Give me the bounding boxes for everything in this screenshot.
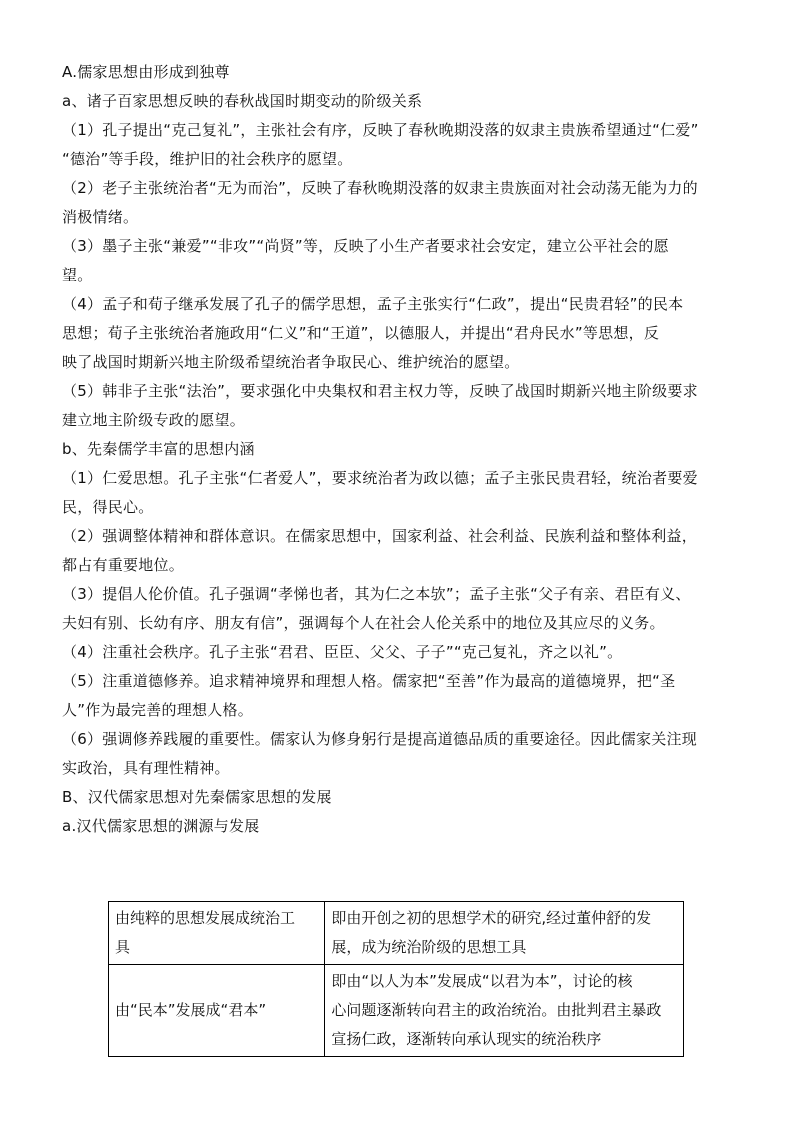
section-heading-b: B、汉代儒家思想对先秦儒家思想的发展 [62, 788, 332, 806]
table-cell [109, 902, 325, 965]
paragraph-line: 建立地主阶级专政的愿望。 [62, 411, 246, 429]
paragraph-line: （1）仁爱思想。孔子主张“仁者爱人”，要求统治者为政以德；孟子主张民贵君轻，统治者要爱 [62, 469, 698, 487]
cell-line: 由纯粹的思想发展成统治工 [115, 909, 296, 927]
paragraph-line: （5）韩非子主张“法治”，要求强化中央集权和君主权力等，反映了战国时期新兴地主阶级要求 [62, 382, 698, 400]
paragraph-line: （6）强调修养践履的重要性。儒家认为修身躬行是提高道德品质的重要途径。因此儒家关注现 [62, 730, 698, 748]
cell-line: 即由“以人为本”发展成“以君为本”，讨论的核 [331, 972, 633, 990]
paragraph-line: （3）提倡人伦价值。孔子强调“孝悌也者，其为仁之本欤”；孟子主张“父子有亲、君臣有义、 [62, 585, 691, 603]
paragraph-line: 都占有重要地位。 [62, 556, 185, 574]
cell-line: 具 [115, 938, 131, 956]
document-body [62, 58, 738, 841]
paragraph-line: （4）孟子和荀子继承发展了孔子的儒学思想，孟子主张实行“仁政”，提出“民贵君轻”的民本 [62, 295, 684, 313]
section-heading-a: A.儒家思想由形成到独尊 [62, 63, 230, 81]
paragraph-line: （4）注重社会秩序。孔子主张“君君、臣臣、父父、子子”“克己复礼，齐之以礼”。 [62, 643, 623, 661]
cell-line: 由“民本”发展成“君本” [115, 1001, 267, 1019]
subheading-b-a: a.汉代儒家思想的渊源与发展 [62, 817, 260, 835]
cell-line: 即由开创之初的思想学术的研究,经过董仲舒的发 [331, 909, 652, 927]
paragraph-line: （5）注重道德修养。追求精神境界和理想人格。儒家把“至善”作为最高的道德境界，把“圣 [62, 672, 676, 690]
han-confucianism-table [108, 901, 684, 1057]
paragraph-line: 映了战国时期新兴地主阶级希望统治者争取民心、维护统治的愿望。 [62, 353, 520, 371]
cell-line: 心问题逐渐转向君主的政治统治。由批判君主暴政 [331, 1001, 662, 1019]
subheading-a: a、诸子百家思想反映的春秋战国时期变动的阶级关系 [62, 92, 423, 110]
cell-line: 宣扬仁政，逐渐转向承认现实的统治秩序 [331, 1030, 602, 1048]
paragraph-line: 消极情绪。 [62, 208, 139, 226]
paragraph-line: 望。 [62, 266, 93, 284]
paragraph-line: （3）墨子主张“兼爱”“非攻”“尚贤”等，反映了小生产者要求社会安定，建立公平社会的愿 [62, 237, 669, 255]
table-cell [325, 965, 684, 1057]
cell-line: 展，成为统治阶级的思想工具 [331, 938, 527, 956]
paragraph-line: 思想；荀子主张统治者施政用“仁义”和“王道”，以德服人，并提出“君舟民水”等思想，反 [62, 324, 660, 342]
paragraph-line: 民，得民心。 [62, 498, 154, 516]
paragraph-line: 人”作为最完善的理想人格。 [62, 701, 254, 719]
paragraph-line: 实政治，具有理性精神。 [62, 759, 230, 777]
table-row [109, 965, 684, 1057]
paragraph-line: （1）孔子提出“克己复礼”，主张社会有序，反映了春秋晚期没落的奴隶主贵族希望通过“仁爱” [62, 121, 699, 139]
table-cell [325, 902, 684, 965]
paragraph-line: （2）老子主张统治者“无为而治”，反映了春秋晚期没落的奴隶主贵族面对社会动荡无能为力的 [62, 179, 698, 197]
table-row [109, 902, 684, 965]
paragraph-line: “德治”等手段，维护旧的社会秩序的愿望。 [62, 150, 353, 168]
paragraph-line: 夫妇有别、长幼有序、朋友有信”，强调每个人在社会人伦关系中的地位及其应尽的义务。 [62, 614, 665, 632]
paragraph-line: （2）强调整体精神和群体意识。在儒家思想中，国家利益、社会利益、民族利益和整体利益， [62, 527, 698, 545]
table-cell [109, 965, 325, 1057]
subheading-b: b、先秦儒学丰富的思想内涵 [62, 440, 255, 458]
